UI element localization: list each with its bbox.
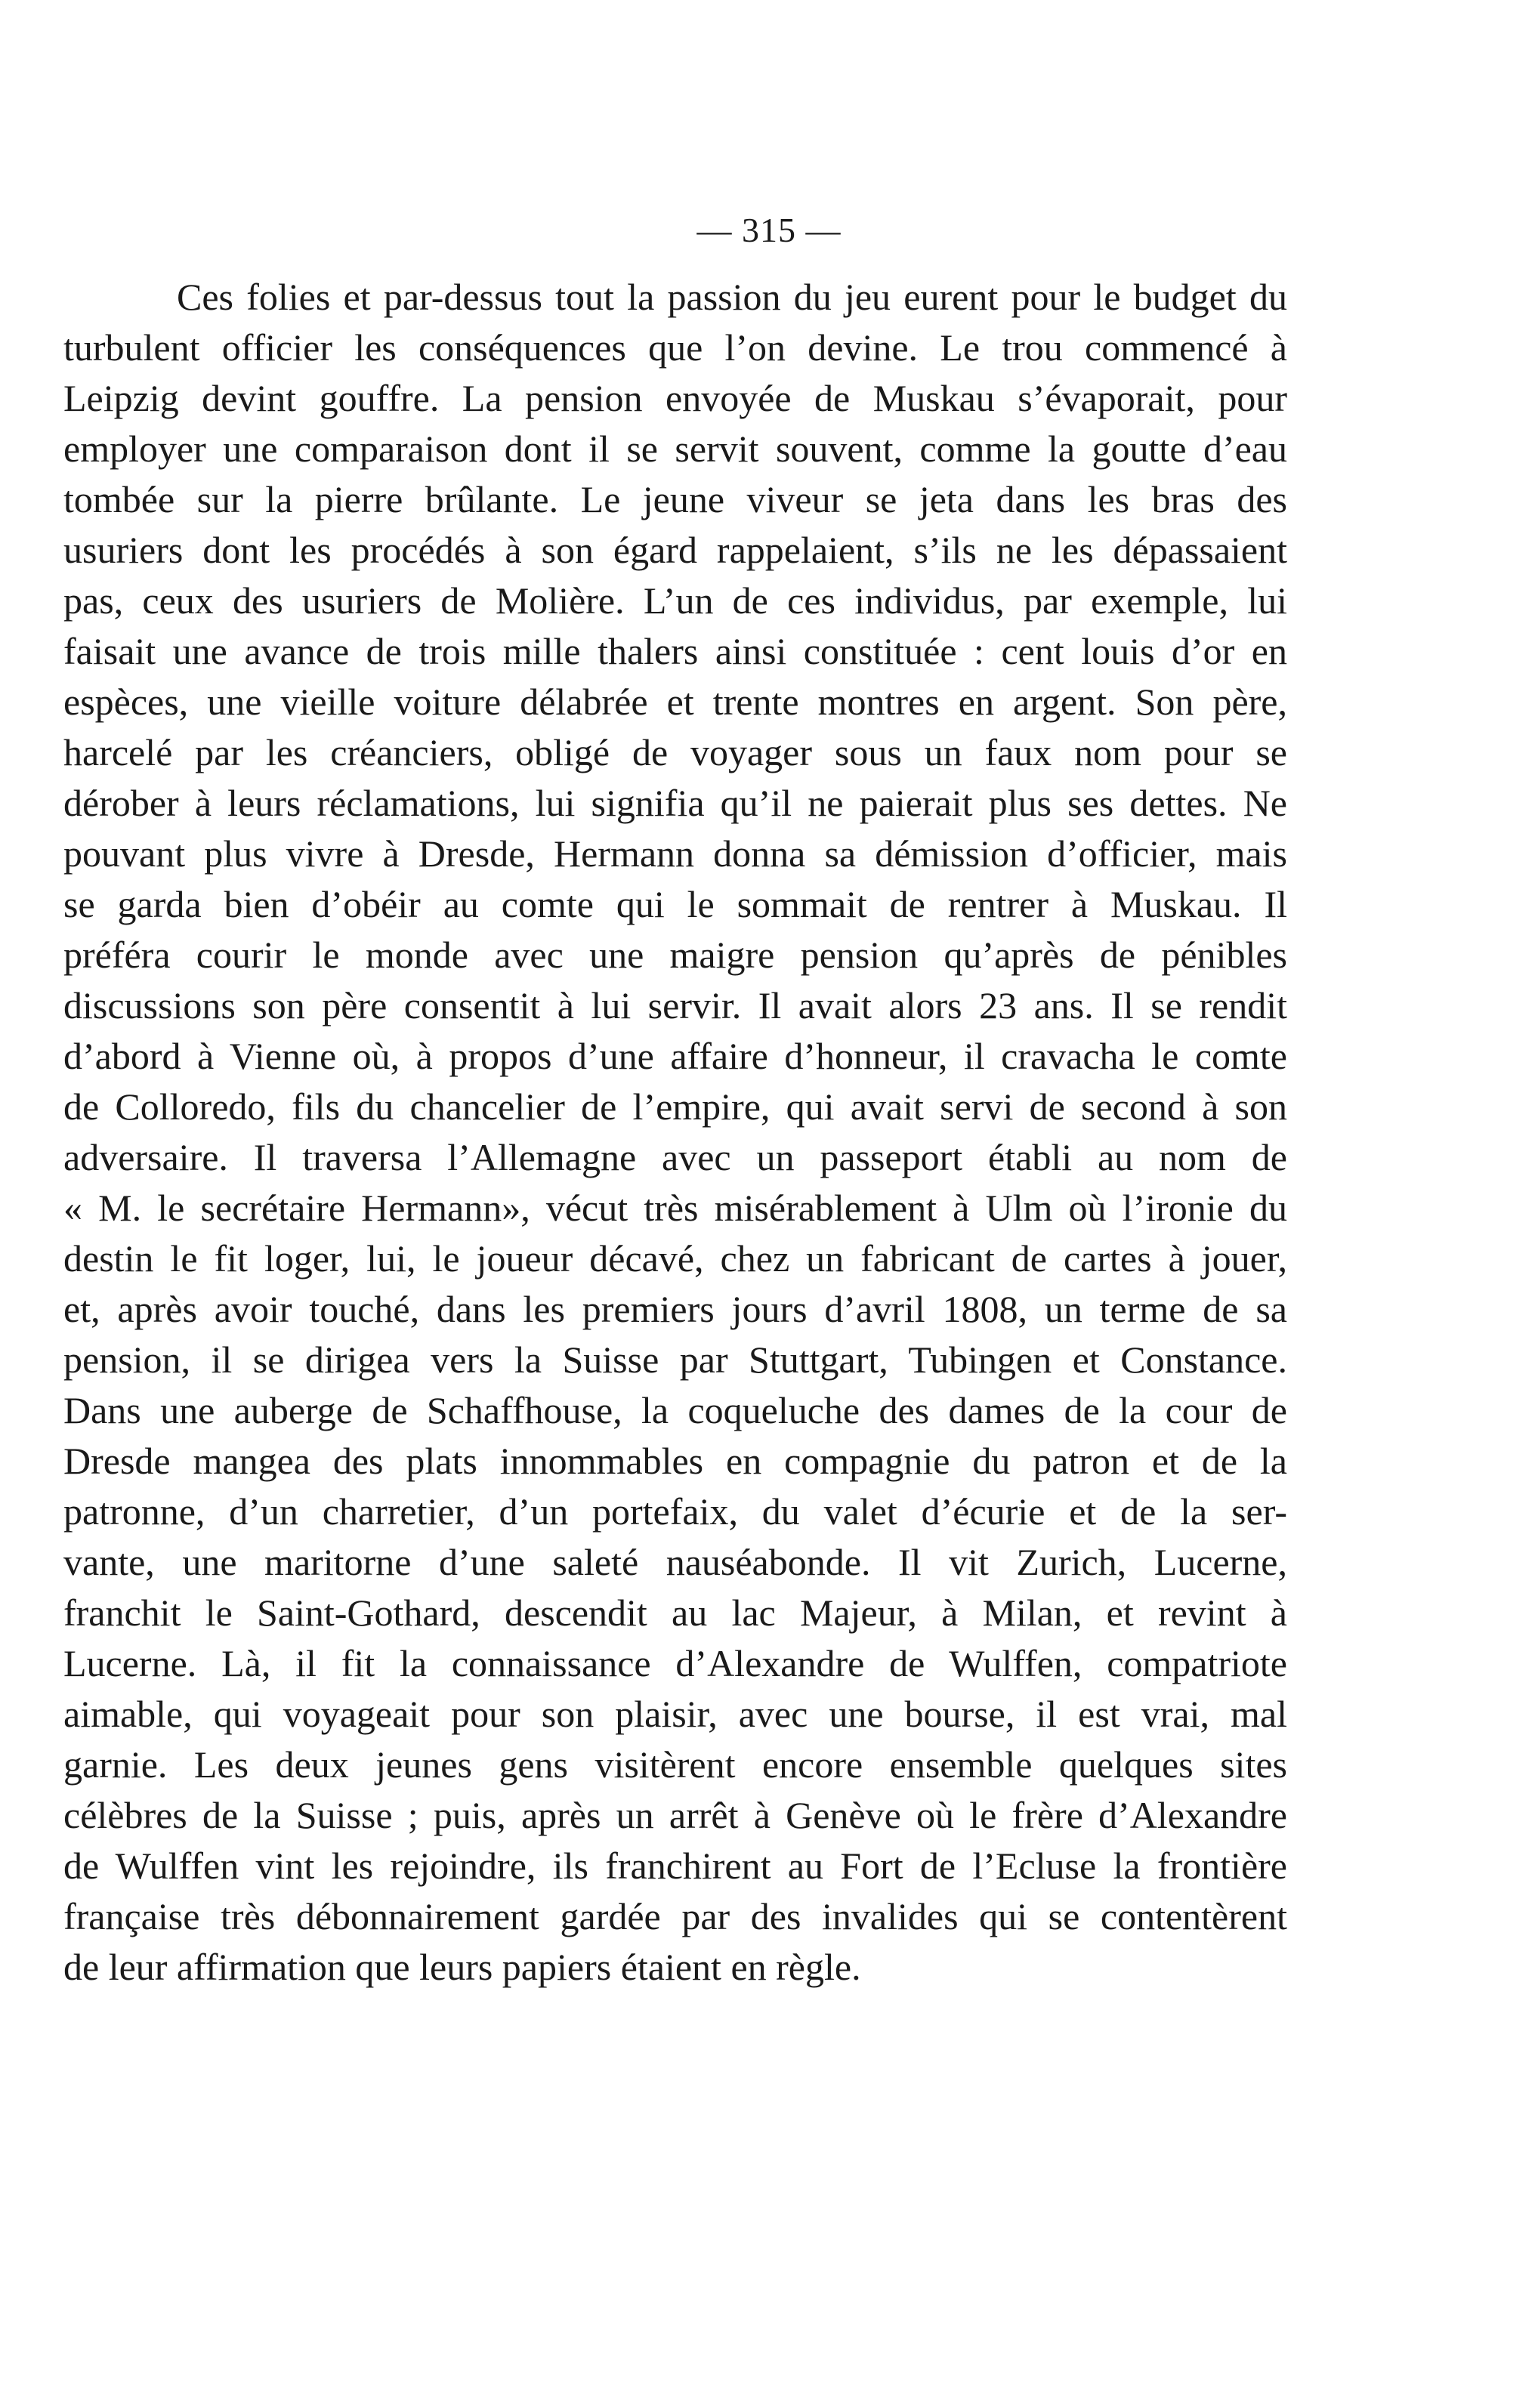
text-line: patronne, d’un charretier, d’un portefaix, du valet d’écurie et de la ser- bbox=[63, 1490, 1287, 1533]
text-line: turbulent officier les conséquences que l’on devine. Le trou commencé à bbox=[63, 326, 1287, 369]
text-line: de Wulffen vint les rejoindre, ils franchirent au Fort de l’Ecluse la frontière bbox=[63, 1845, 1287, 1887]
text-line: pension, il se dirigea vers la Suisse par Stuttgart, Tubingen et Constance. bbox=[63, 1338, 1287, 1381]
page-number: — 315 — bbox=[696, 211, 842, 249]
text-line: faisait une avance de trois mille thalers ainsi constituée : cent louis d’or en bbox=[63, 630, 1287, 672]
text-line: d’abord à Vienne où, à propos d’une affaire d’honneur, il cravacha le comte bbox=[63, 1035, 1287, 1077]
text-line: pouvant plus vivre à Dresde, Hermann donna sa démission d’officier, mais bbox=[63, 832, 1287, 875]
text-line: vante, une maritorne d’une saleté nauséabonde. Il vit Zurich, Lucerne, bbox=[63, 1541, 1287, 1583]
page-body bbox=[63, 272, 1287, 1993]
text-line: de Colloredo, fils du chancelier de l’empire, qui avait servi de second à son bbox=[63, 1085, 1287, 1128]
text-line: pas, ceux des usuriers de Molière. L’un de ces individus, par exemple, lui bbox=[63, 579, 1287, 622]
text-line: et, après avoir touché, dans les premiers jours d’avril 1808, un terme de sa bbox=[63, 1288, 1287, 1330]
text-line: garnie. Les deux jeunes gens visitèrent encore ensemble quelques sites bbox=[63, 1743, 1287, 1786]
text-line: usuriers dont les procédés à son égard rappelaient, s’ils ne les dépassaient bbox=[63, 529, 1287, 571]
text-line: adversaire. Il traversa l’Allemagne avec un passeport établi au nom de bbox=[63, 1136, 1287, 1178]
text-line: française très débonnairement gardée par des invalides qui se contentèrent bbox=[63, 1895, 1287, 1937]
text-line: « M. le secrétaire Hermann», vécut très misérablement à Ulm où l’ironie du bbox=[63, 1187, 1287, 1229]
text-line: Ces folies et par-dessus tout la passion du jeu eurent pour le budget du bbox=[177, 276, 1287, 318]
text-line: dérober à leurs réclamations, lui signifia qu’il ne paierait plus ses dettes. Ne bbox=[63, 782, 1287, 824]
text-line: Lucerne. Là, il fit la connaissance d’Alexandre de Wulffen, compatriote bbox=[63, 1642, 1287, 1684]
text-line: discussions son père consentit à lui servir. Il avait alors 23 ans. Il se rendit bbox=[63, 984, 1287, 1026]
text-line: de leur affirmation que leurs papiers étaient en règle. bbox=[63, 1946, 861, 1988]
text-line: Dresde mangea des plats innommables en compagnie du patron et de la bbox=[63, 1440, 1287, 1482]
text-line: harcelé par les créanciers, obligé de voyager sous un faux nom pour se bbox=[63, 731, 1287, 773]
text-line: se garda bien d’obéir au comte qui le sommait de rentrer à Muskau. Il bbox=[63, 883, 1287, 925]
text-line: Leipzig devint gouffre. La pension envoyée de Muskau s’évaporait, pour bbox=[63, 377, 1287, 419]
text-line: espèces, une vieille voiture délabrée et trente montres en argent. Son père, bbox=[63, 681, 1287, 723]
text-line: franchit le Saint-Gothard, descendit au lac Majeur, à Milan, et revint à bbox=[63, 1591, 1287, 1634]
text-line: tombée sur la pierre brûlante. Le jeune viveur se jeta dans les bras des bbox=[63, 478, 1287, 520]
text-line: célèbres de la Suisse ; puis, après un arrêt à Genève où le frère d’Alexandre bbox=[63, 1794, 1287, 1836]
text-line: Dans une auberge de Schaffhouse, la coqueluche des dames de la cour de bbox=[63, 1389, 1287, 1431]
text-line: aimable, qui voyageait pour son plaisir, avec une bourse, il est vrai, mal bbox=[63, 1693, 1287, 1735]
text-line: destin le fit loger, lui, le joueur décavé, chez un fabricant de cartes à jouer, bbox=[63, 1237, 1287, 1280]
text-line: préféra courir le monde avec une maigre pension qu’après de pénibles bbox=[63, 934, 1287, 976]
text-line: employer une comparaison dont il se servit souvent, comme la goutte d’eau bbox=[63, 428, 1287, 470]
